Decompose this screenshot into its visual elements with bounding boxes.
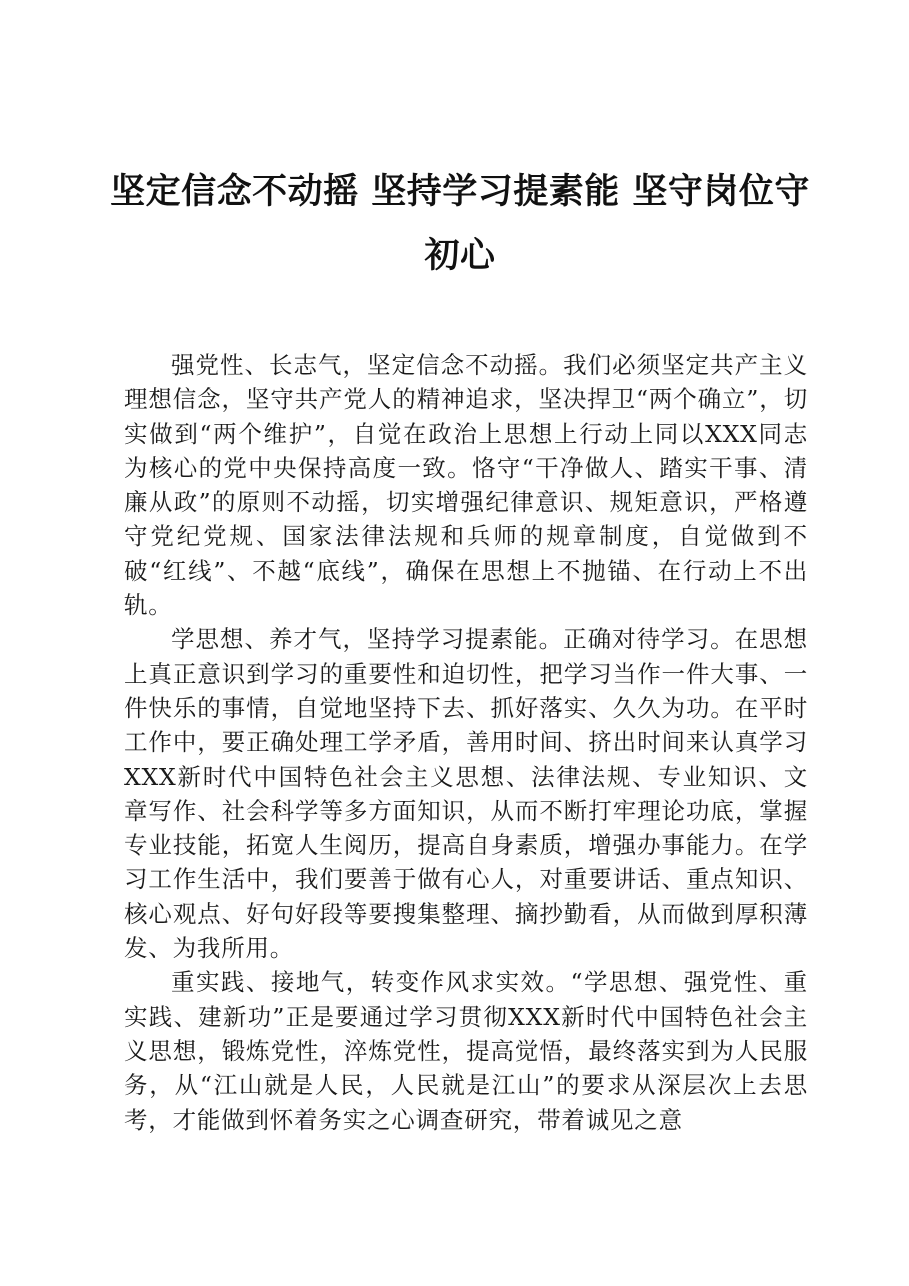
document-body	[124, 348, 808, 1137]
document-title: 坚定信念不动摇 坚持学习提素能 坚守岗位守初心	[110, 172, 810, 276]
paragraph-study: 学思想、养才气，坚持学习提素能。正确对待学习。在思想上真正意识到学习的重要性和迫切性，把学习当作一件大事、一件快乐的事情，自觉地坚持下去、抓好落实、久久为功。在平时工作中，要正确处理工学矛盾，善用时间、挤出时间来认真学习XXX新时代中国特色社会主义思想、法律法规、专业知识、文章写作、社会科学等多方面知识，从而不断打牢理论功底，掌握专业技能，拓宽人生阅历，提高自身素质，增强办事能力。在学习工作生活中，我们要善于做有心人，对重要讲话、重点知识、核心观点、好句好段等要搜集整理、摘抄勤看，从而做到厚积薄发、为我所用。	[124, 625, 808, 963]
paragraph-practice: 重实践、接地气，转变作风求实效。“学思想、强党性、重实践、建新功”正是要通过学习贯彻XXX新时代中国特色社会主义思想，锻炼党性，淬炼党性，提高觉悟，最终落实到为人民服务，从“江山就是人民，人民就是江山”的要求从深层次上去思考，才能做到怀着务实之心调查研究，带着诚见之意	[124, 968, 808, 1134]
paragraph-party-spirit: 强党性、长志气，坚定信念不动摇。我们必须坚定共产主义理想信念，坚守共产党人的精神追求，坚决捍卫“两个确立”，切实做到“两个维护”，自觉在政治上思想上行动上同以XXX同志为核心的党中央保持高度一致。恪守“干净做人、踏实干事、清廉从政”的原则不动摇，切实增强纪律意识、规矩意识，严格遵守党纪党规、国家法律法规和兵师的规章制度，自觉做到不破“红线”、不越“底线”，确保在思想上不抛锚、在行动上不出轨。	[124, 351, 808, 620]
